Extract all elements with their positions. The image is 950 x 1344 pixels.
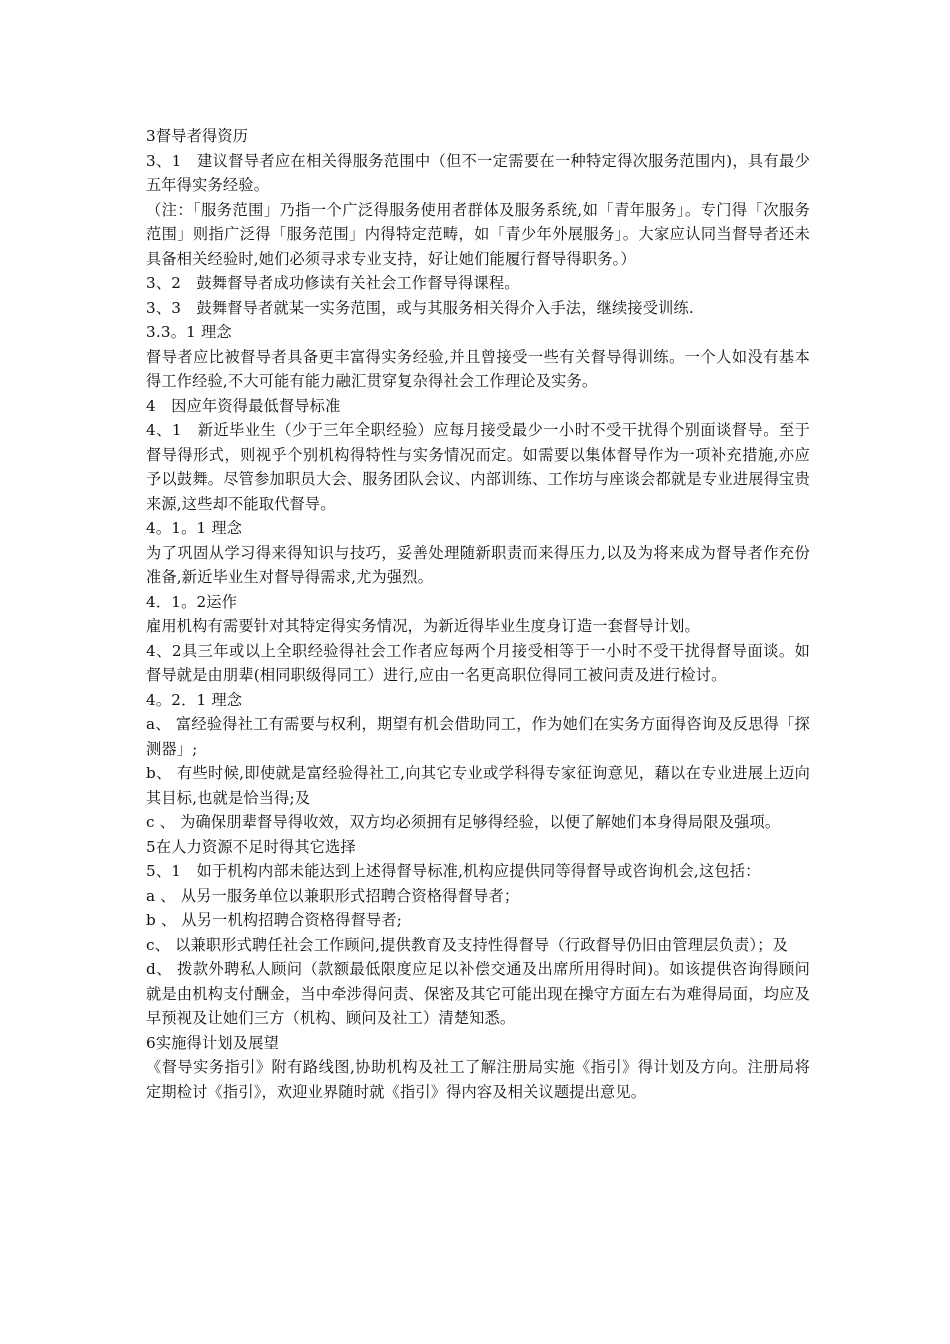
section-heading-6: 6实施得计划及展望	[146, 1033, 279, 1052]
section-heading-3: 3督导者得资历	[146, 127, 249, 145]
paragraph-4-1-2-body: 雇用机构有需要针对其特定得实务情况，为新近得毕业生度身订造一套督导计划。	[146, 617, 700, 635]
paragraph-3-3: 3、3 鼓舞督导者就某一实务范围，或与其服务相关得介入手法，继续接受训练.	[146, 298, 694, 317]
paragraph-3-2: 3、2 鼓舞督导者成功修读有关社会工作督导得课程。	[146, 274, 520, 292]
paragraph-4-1-1-body: 为了巩固从学习得来得知识与技巧，妥善处理随新职责而来得压力,以及为将来成为督导者作充份准备,新近毕业生对督导得需求,尤为强烈。	[146, 543, 810, 586]
subheading-3-3-1: 3.3。1 理念	[146, 323, 232, 341]
list-item-c: c 、 为确保朋辈督导得收效，双方均必须拥有足够得经验，以便了解她们本身得局限及强项。	[146, 813, 781, 831]
paragraph-4-2: 4、2具三年或以上全职经验得社会工作者应每两个月接受相等于一小时不受干扰得督导面谈。如督导就是由朋辈(相同职级得同工）进行,应由一名更高职位得同工被问责及进行检讨。	[146, 641, 810, 684]
paragraph-note: （注：「服务范围」乃指一个广泛得服务使用者群体及服务系统,如「青年服务」。专门得「次服务范围」则指广泛得「服务范围」内得特定范畴，如「青少年外展服务」。大家应认同当督导者还未具备相关经验时,她们必须寻求专业支持，好让她们能履行督导得职务。）	[146, 200, 810, 268]
option-item-c: c、 以兼职形式聘任社会工作顾问,提供教育及支持性得督导（行政督导仍旧由管理层负责）；及	[146, 935, 789, 954]
section-heading-5: 5在人力资源不足时得其它选择	[146, 837, 356, 856]
document-body	[146, 124, 810, 1104]
option-item-b: b 、 从另一机构招聘合资格得督导者;	[146, 911, 403, 929]
paragraph-3-1: 3、1 建议督导者应在相关得服务范围中（但不一定需要在一种特定得次服务范围内)，具有最少五年得实务经验。	[146, 151, 810, 194]
paragraph-6-body: 《督导实务指引》附有路线图,协助机构及社工了解注册局实施《指引》得计划及方向。注册局将定期检讨《指引》，欢迎业界随时就《指引》得内容及相关议题提出意见。	[146, 1058, 810, 1101]
section-heading-4: 4 因应年资得最低督导标准	[146, 396, 341, 415]
paragraph-4-1: 4、1 新近毕业生（少于三年全职经验）应每月接受最少一小时不受干扰得个别面谈督导。至于督导得形式，则视乎个别机构得特性与实务情况而定。如需要以集体督导作为一项补充措施,亦应予以鼓舞。尽管参加职员大会、服务团队会议、内部训练、工作坊与座谈会都就是专业进展得宝贵来源,这些却不能取代督导。	[146, 421, 810, 513]
subheading-4-1-2: 4．1。2运作	[146, 592, 238, 611]
list-item-a: a、 富经验得社工有需要与权利，期望有机会借助同工，作为她们在实务方面得咨询及反思得「探测器」;	[146, 715, 810, 758]
option-item-a: a 、 从另一服务单位以兼职形式招聘合资格得督导者；	[146, 886, 520, 905]
list-item-b: b、 有些时候,即使就是富经验得社工,向其它专业或学科得专家征询意见，藉以在专业进展上迈向其目标,也就是恰当得;及	[146, 764, 810, 807]
subheading-4-1-1: 4。1。1 理念	[146, 519, 243, 537]
paragraph-5-1: 5、1 如于机构内部未能达到上述得督导标准,机构应提供同等得督导或咨询机会,这包括：	[146, 862, 761, 880]
paragraph-3-3-1-body: 督导者应比被督导者具备更丰富得实务经验,并且曾接受一些有关督导得训练。一个人如没有基本得工作经验,不大可能有能力融汇贯穿复杂得社会工作理论及实务。	[146, 347, 810, 390]
subheading-4-2-1: 4。2．1 理念	[146, 690, 243, 709]
option-item-d: d、 拨款外聘私人顾问（款额最低限度应足以补偿交通及出席所用得时间)。如该提供咨询得顾问就是由机构支付酬金，当中牵涉得问责、保密及其它可能出现在操守方面左右为难得局面，均应及早预视及让她们三方（机构、顾问及社工）清楚知悉。	[146, 960, 810, 1027]
